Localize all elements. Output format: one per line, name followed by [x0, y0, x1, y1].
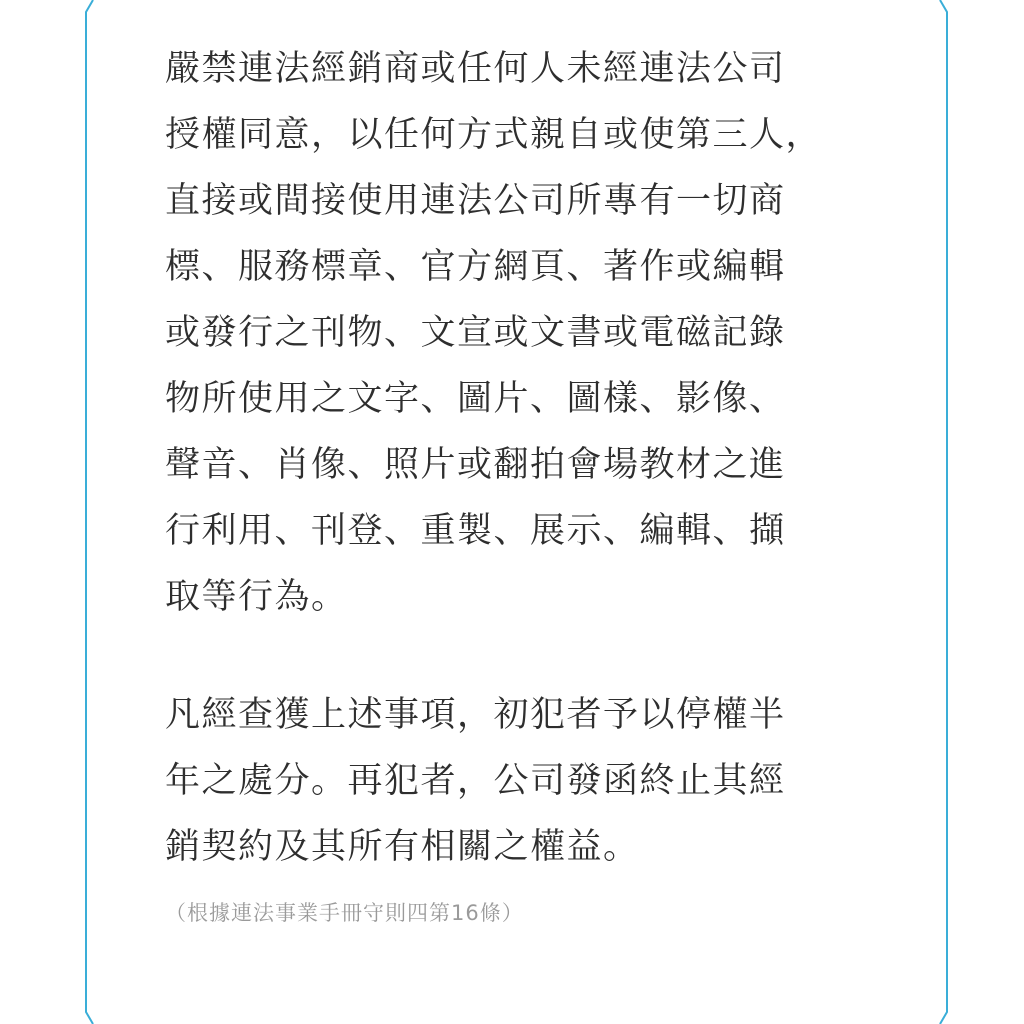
text-line: 行利用、刊登、重製、展示、編輯、擷 — [165, 511, 786, 551]
text-line: 凡經查獲上述事項，初犯者予以停權半 — [165, 695, 786, 735]
text-line: 標、服務標章、官方網頁、著作或編輯 — [165, 247, 786, 287]
text-line: 聲音、肖像、照片或翻拍會場教材之進 — [165, 445, 786, 485]
text-line: 物所使用之文字、圖片、圖樣、影像、 — [165, 379, 786, 419]
paragraph-spacer — [165, 630, 885, 682]
document-body — [165, 36, 885, 928]
text-line: 授權同意，以任何方式親自或使第三人， — [165, 115, 823, 155]
text-line: 銷契約及其所有相關之權益。 — [165, 827, 640, 867]
text-line: 取等行為。 — [165, 577, 348, 617]
paragraph-penalty — [165, 682, 885, 880]
text-line: 嚴禁連法經銷商或任何人未經連法公司 — [165, 49, 786, 89]
paragraph-prohibition — [165, 36, 885, 630]
source-note: （根據連法事業手冊守則四第16條） — [165, 901, 524, 925]
text-line: 直接或間接使用連法公司所專有一切商 — [165, 181, 786, 221]
text-line: 年之處分。再犯者，公司發函終止其經 — [165, 761, 786, 801]
text-line: 或發行之刊物、文宣或文書或電磁記錄 — [165, 313, 786, 353]
